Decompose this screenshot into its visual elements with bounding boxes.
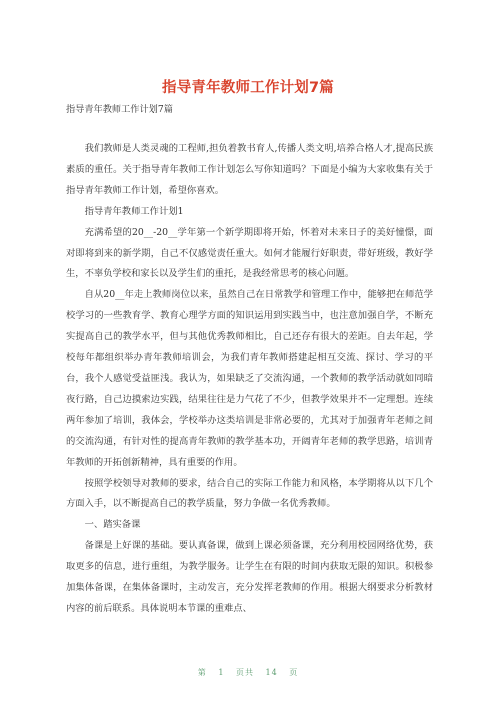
paragraph: 按照学校领导对教师的要求，结合自己的实际工作能力和风格，本学期将从以下几个方面入手，以不断提高自己的教学质量，努力争做一名优秀教师。 [66, 477, 433, 510]
page-total: 14 [265, 668, 278, 677]
paragraph: 充满希望的20__-20__学年第一个新学期即将开始，怀着对未来日子的美好憧憬，面对即将到来的新学期，自己不仅感觉责任重大。如何才能履行好职责，带好班级，教好学生，不辜负学校和家长以及学生们的重托，是我经常思考的核心问题。 [66, 226, 433, 280]
section-heading-preparation: 一、踏实备课 [84, 519, 141, 531]
paragraph-intro: 我们教师是人类灵魂的工程师,担负着教书育人,传播人类文明,培养合格人才,提高民族素质的重任。关于指导青年教师工作计划怎么写你知道吗？下面是小编为大家收集有关于指导青年教师工作计划，希望你喜欢。 [66, 143, 433, 196]
page-current: 1 [218, 668, 225, 677]
paragraph: 备课是上好课的基础。要认真备课，做到上课必须备课，充分利用校园网络优势，获取更多的信息，进行重组，为教学服务。让学生在有限的时间内获取无限的知识。积极参加集体备课，在集体备课时，主动发言，充分发挥老教师的作用。根据大纲要求分析教材内容的前后联系。具体说明本节课的重难点、 [66, 540, 433, 614]
page-prefix: 第 [197, 668, 207, 677]
document-body [66, 139, 433, 620]
page-footer [0, 667, 496, 678]
section-heading-plan-1: 指导青年教师工作计划1 [84, 205, 184, 217]
document-title: 指导青年教师工作计划7篇 [162, 80, 334, 96]
paragraph: 自从20__年走上教师岗位以来，虽然自己在日常教学和管理工作中，能够把在师范学校学习的一些教育学、教育心理学方面的知识运用到实践当中，也注意加强自学，不断充实提高自己的教学水平，但与其他优秀教师相比，自己还存有很大的差距。自去年起，学校每年都组织举办青年教师培训会，为我们青年教师搭建起相互交流、探讨、学习的平台，我个人感觉受益匪浅。我认为，如果缺乏了交流沟通，一个教师的教学活动就如同暗夜行路，自己边摸索边实践，结果往往是力气花了不少，但教学效果并不一定理想。连续两年参加了培训，我体会，学校举办这类培训是非常必要的，尤其对于加强青年老师之间的交流沟通，有针对性的提高青年教师的教学基本功，开阔青年老师的教学思路，培训青年教师的开拓创新精神，具有重要的作用。 [66, 289, 433, 468]
page-suffix: 页 [289, 668, 299, 677]
document-subtitle: 指导青年教师工作计划7篇 [66, 104, 173, 115]
page-total-label: 页共 [235, 668, 254, 677]
